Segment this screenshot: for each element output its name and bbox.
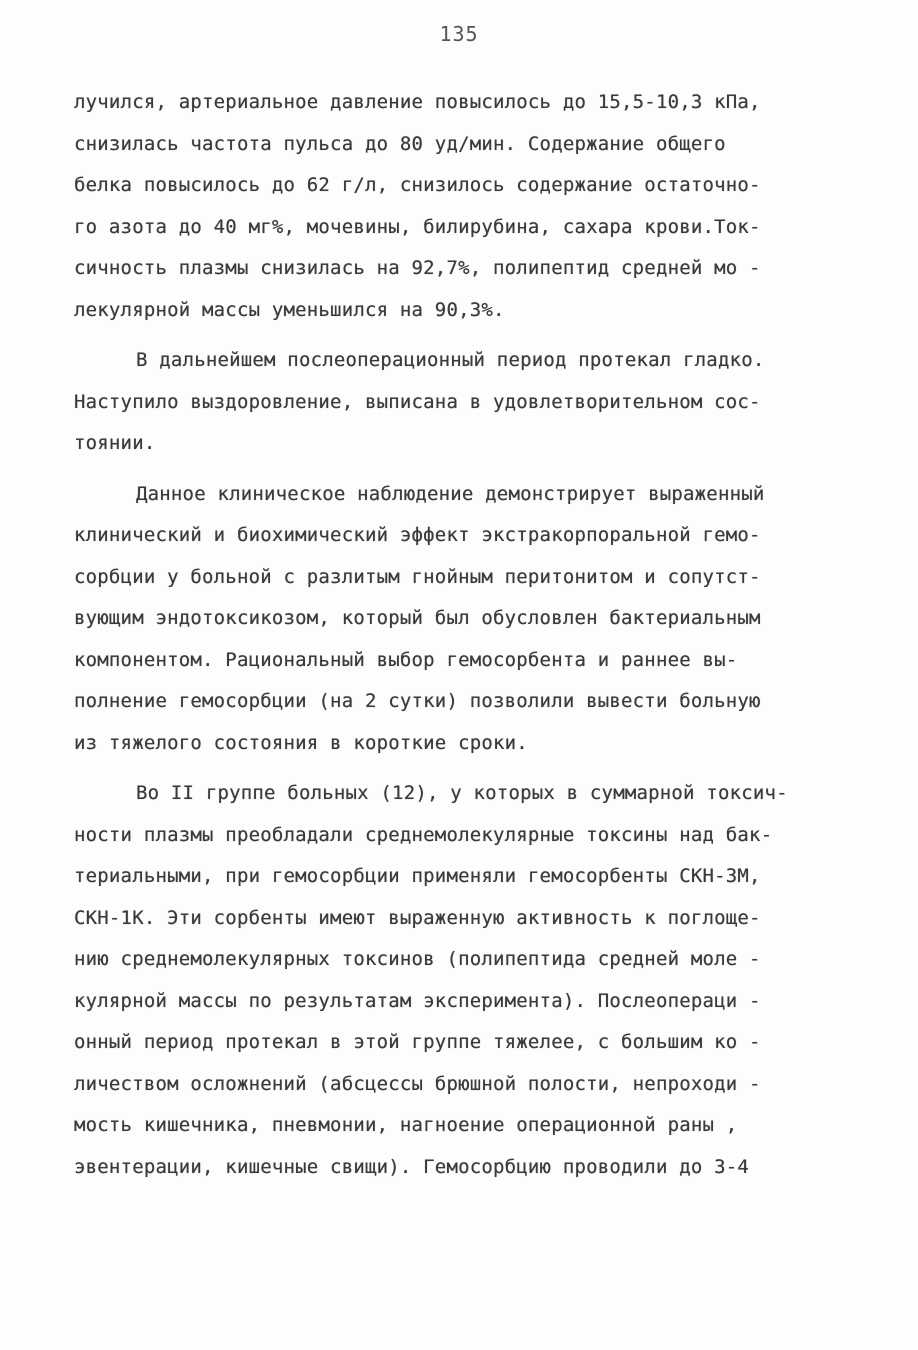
text-line: мость кишечника, пневмонии, нагноение операционной раны , bbox=[74, 1114, 738, 1136]
text-line: ности плазмы преобладали среднемолекулярные токсины над бак- bbox=[74, 823, 773, 846]
text-line: лучился, артериальное давление повысилось до 15,5-10,3 кПа, bbox=[74, 91, 761, 113]
text-line: тоянии. bbox=[74, 432, 156, 454]
body-text bbox=[74, 82, 844, 1188]
page-number: 135 bbox=[439, 22, 479, 46]
text-line: белка повысилось до 62 г/л, снизилось содержание остаточно- bbox=[74, 174, 761, 196]
text-line: В дальнейшем послеоперационный период протекал гладко. bbox=[136, 349, 765, 371]
text-line: эвентерации, кишечные свищи). Гемосорбцию проводили до 3-4 bbox=[74, 1155, 750, 1178]
text-line: из тяжелого состояния в короткие сроки. bbox=[74, 731, 528, 754]
text-line: сорбции у больной с разлитым гнойным перитонитом и сопутст- bbox=[74, 565, 761, 588]
paragraph-4 bbox=[74, 773, 844, 1188]
text-line: вующим эндотоксикозом, который был обусловлен бактериальным bbox=[74, 607, 761, 629]
text-line: компонентом. Рациональный выбор гемосорбента и раннее вы- bbox=[74, 648, 738, 671]
text-line: личеством осложнений (абсцессы брюшной полости, непроходи - bbox=[74, 1072, 761, 1095]
text-line: кулярной массы по результатам эксперимента). Послеопераци - bbox=[74, 989, 761, 1012]
text-line: СКН-1К. Эти сорбенты имеют выраженную активность к поглоще- bbox=[74, 906, 761, 929]
paragraph-2 bbox=[74, 340, 844, 465]
text-line: го азота до 40 мг%, мочевины, билирубина, сахара крови.Ток- bbox=[74, 215, 761, 238]
paragraph-1 bbox=[74, 82, 844, 331]
text-line: териальными, при гемосорбции применяли гемосорбенты СКН-3М, bbox=[74, 865, 761, 887]
text-line: полнение гемосорбции (на 2 сутки) позволили вывести больную bbox=[74, 690, 761, 712]
text-line: Наступило выздоровление, выписана в удовлетворительном сос- bbox=[74, 390, 761, 413]
text-line: Данное клиническое наблюдение демонстрирует выраженный bbox=[136, 482, 765, 505]
text-line: Во II группе больных (12), у которых в суммарной токсич- bbox=[136, 782, 788, 804]
text-line: нию среднемолекулярных токсинов (полипептида средней моле - bbox=[74, 948, 761, 970]
text-line: сичность плазмы снизилась на 92,7%, полипептид средней мо - bbox=[74, 257, 761, 279]
text-line: снизилась частота пульса до 80 уд/мин. Содержание общего bbox=[74, 132, 726, 155]
text-line: лекулярной массы уменьшился на 90,3%. bbox=[74, 298, 505, 321]
text-line: онный период протекал в этой группе тяжелее, с большим ко - bbox=[74, 1031, 761, 1053]
text-line: клинический и биохимический эффект экстракорпоральной гемо- bbox=[74, 524, 761, 546]
paragraph-3 bbox=[74, 474, 844, 765]
